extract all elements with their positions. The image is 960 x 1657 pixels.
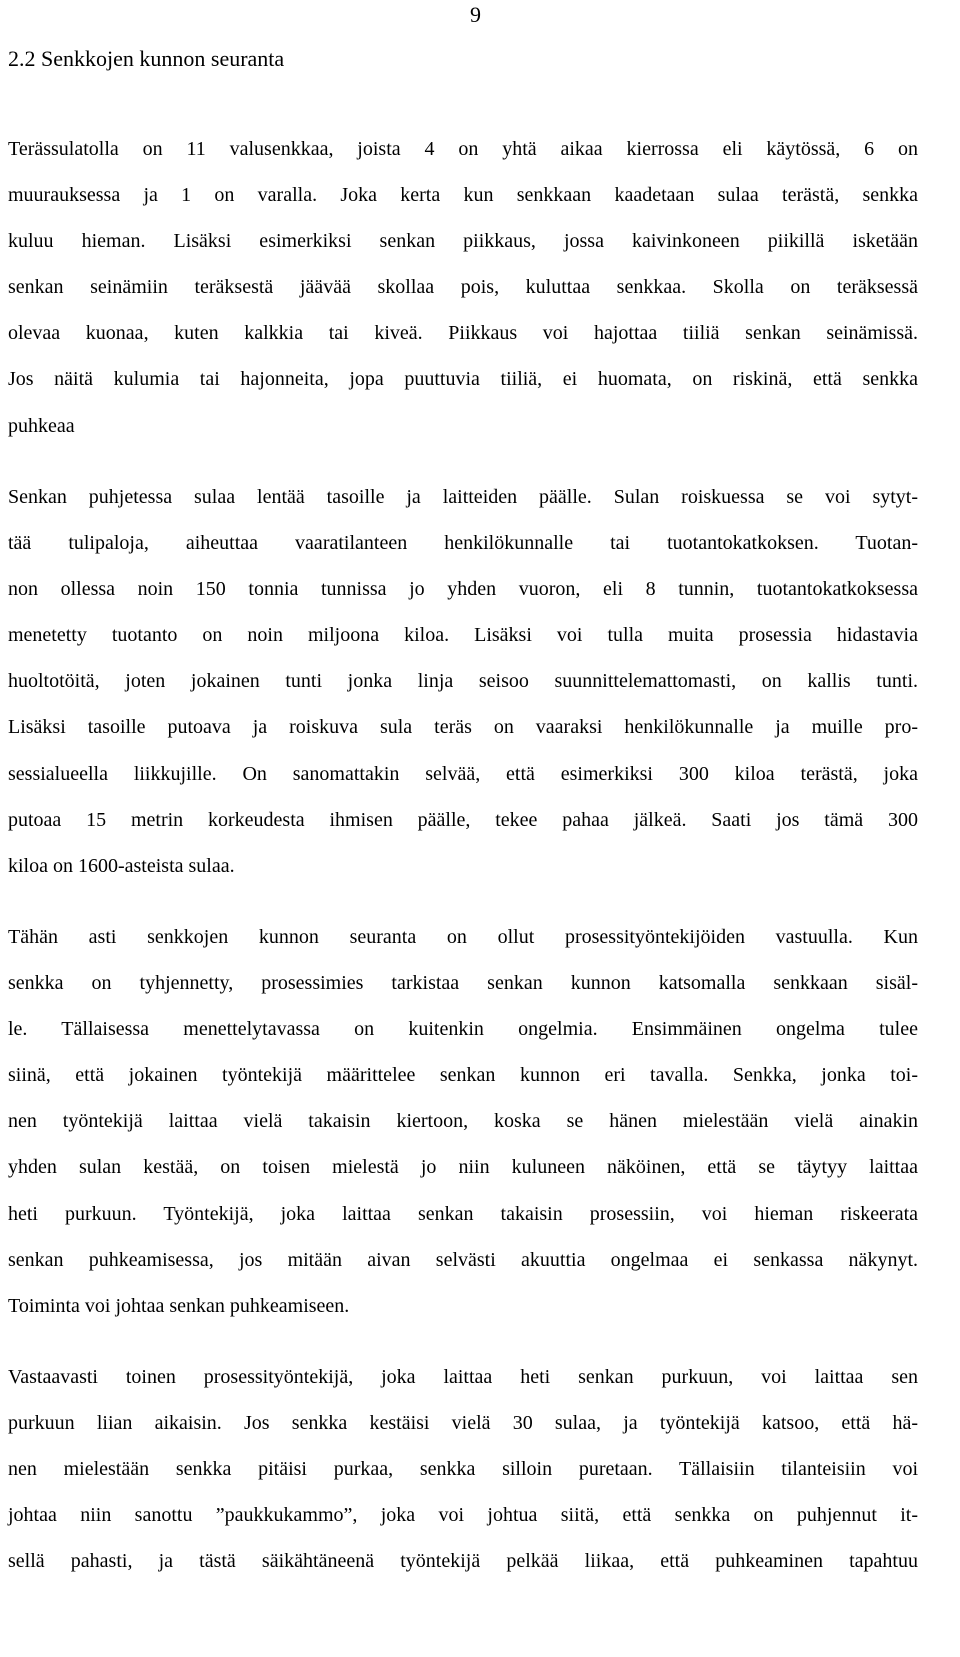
paragraph-line: Terässulatolla on 11 valusenkkaa, joista 4 on yhtä aikaa kierrossa eli käytössä, 6 on [8,138,918,160]
paragraph-line: Jos näitä kulumia tai hajonneita, jopa puuttuvia tiiliä, ei huomata, on riskinä, että senkka [8,368,918,391]
page-number: 9 [470,2,481,27]
paragraph-line: purkuun liian aikaisin. Jos senkka kestäisi vielä 30 sulaa, ja työntekijä katsoo, että hä- [8,1412,918,1435]
paragraph-line: siinä, että jokainen työntekijä määrittelee senkan kunnon eri tavalla. Senkka, jonka toi- [8,1064,918,1087]
paragraph-1 [8,126,918,449]
paragraph-line: sessialueella liikkujille. On sanomattakin selvää, että esimerkiksi 300 kiloa terästä, joka [8,762,918,785]
paragraph-line: huoltotöitä, joten jokainen tunti jonka linja seisoo suunnittelemattomasti, on kallis tunti. [8,670,918,693]
paragraph-line: senkan seinämiin teräksestä jäävää skollaa pois, kuluttaa senkkaa. Skolla on teräksessä [8,276,918,299]
paragraph-line: non ollessa noin 150 tonnia tunnissa jo yhden vuoron, eli 8 tunnin, tuotantokatkoksessa [8,578,918,601]
paragraph-line: senkka on tyhjennetty, prosessimies tarkistaa senkan kunnon katsomalla senkkaan sisäl- [8,972,918,995]
paragraph-line: Vastaavasti toinen prosessityöntekijä, joka laittaa heti senkan purkuun, voi laittaa sen [8,1366,918,1388]
paragraph-line: senkan puhkeamisessa, jos mitään aivan selvästi akuuttia ongelmaa ei senkassa näkynyt. [8,1248,918,1271]
paragraph-4 [8,1354,918,1584]
paragraph-line: yhden sulan kestää, on toisen mielestä jo niin kuluneen näköinen, että se täytyy laittaa [8,1156,918,1179]
paragraph-line: tää tulipaloja, aiheuttaa vaaratilanteen henkilökunnalle tai tuotantokatkoksen. Tuotan- [8,532,918,555]
paragraph-line: sellä pahasti, ja tästä säikähtäneenä työntekijä pelkää liikaa, että puhkeaminen tapahtuu [8,1550,918,1573]
paragraph-2 [8,474,918,889]
paragraph-line: nen mielestään senkka pitäisi purkaa, senkka silloin puretaan. Tällaisiin tilanteisiin voi [8,1458,918,1481]
paragraph-line: nen työntekijä laittaa vielä takaisin kiertoon, koska se hänen mielestään vielä ainakin [8,1110,918,1133]
paragraph-3 [8,914,918,1329]
paragraph-line: putoaa 15 metrin korkeudesta ihmisen päälle, tekee pahaa jälkeä. Saati jos tämä 300 [8,808,918,831]
paragraph-line: muurauksessa ja 1 on varalla. Joka kerta kun senkkaan kaadetaan sulaa terästä, senkka [8,184,918,207]
paragraph-line: johtaa niin sanottu ”paukkukammo”, joka voi johtua siitä, että senkka on puhjennut it- [8,1504,918,1527]
paragraph-line: heti purkuun. Työntekijä, joka laittaa senkan takaisin prosessiin, voi hieman riskeerata [8,1202,918,1225]
paragraph-line: olevaa kuonaa, kuten kalkkia tai kiveä. Piikkaus voi hajottaa tiiliä senkan seinämissä. [8,322,918,345]
paragraph-line: kiloa on 1600-asteista sulaa. [8,854,235,877]
paragraph-line: le. Tällaisessa menettelytavassa on kuitenkin ongelmia. Ensimmäinen ongelma tulee [8,1018,918,1041]
paragraph-line: Toiminta voi johtaa senkan puhkeamiseen. [8,1294,350,1317]
paragraph-line: menetetty tuotanto on noin miljoona kiloa. Lisäksi voi tulla muita prosessia hidastavia [8,624,918,647]
paragraph-line: kuluu hieman. Lisäksi esimerkiksi senkan piikkaus, jossa kaivinkoneen piikillä isketään [8,230,918,253]
paragraph-line: Tähän asti senkkojen kunnon seuranta on ollut prosessityöntekijöiden vastuulla. Kun [8,926,918,948]
paragraph-line: Lisäksi tasoille putoava ja roiskuva sula teräs on vaaraksi henkilökunnalle ja muille pro- [8,716,918,739]
section-heading: 2.2 Senkkojen kunnon seuranta [8,46,285,71]
paragraph-line: Senkan puhjetessa sulaa lentää tasoille ja laitteiden päälle. Sulan roiskuessa se voi sytyt- [8,486,918,508]
paragraph-line: puhkeaa [8,414,75,437]
